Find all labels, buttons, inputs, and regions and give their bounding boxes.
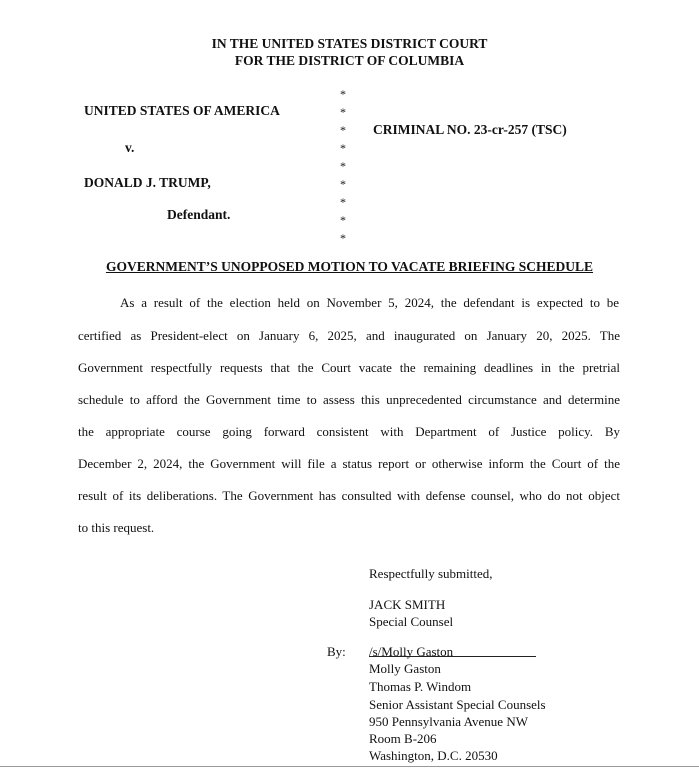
body-line: Government respectfully requests that the Court vacate the remaining deadlines in the pretrial <box>78 360 620 375</box>
caption-star: * <box>340 105 346 119</box>
body-line: As a result of the election held on November 5, 2024, the defendant is expected to be <box>120 295 619 310</box>
court-name: IN THE UNITED STATES DISTRICT COURT <box>211 36 488 51</box>
signer-name: Molly Gaston <box>369 661 441 676</box>
closing: Respectfully submitted, <box>369 566 493 581</box>
body-line: to this request. <box>78 520 155 535</box>
body-line: the appropriate course going forward consistent with Department of Justice policy. By <box>78 424 620 439</box>
caption-star: * <box>340 159 346 173</box>
caption-star: * <box>340 231 346 245</box>
co-signer-name: Thomas P. Windom <box>369 679 472 694</box>
body-line: schedule to afford the Government time to assess this unprecedented circumstance and determine <box>78 392 620 407</box>
caption-star: * <box>340 141 346 155</box>
by-label: By: <box>327 644 346 659</box>
caption-star: * <box>340 213 346 227</box>
motion-title: GOVERNMENT’S UNOPPOSED MOTION TO VACATE BRIEFING SCHEDULE <box>105 259 594 274</box>
signer-title: Senior Assistant Special Counsels <box>369 697 546 712</box>
counsel-title: Special Counsel <box>369 614 454 629</box>
counsel-name: JACK SMITH <box>369 597 446 612</box>
address-room: Room B-206 <box>369 731 437 746</box>
case-number: CRIMINAL NO. 23-cr-257 (TSC) <box>373 122 567 137</box>
address-city: Washington, D.C. 20530 <box>369 748 498 763</box>
caption-star: * <box>340 87 346 101</box>
caption-star: * <box>340 177 346 191</box>
versus-label: v. <box>125 140 135 155</box>
defendant-name: DONALD J. TRUMP, <box>84 175 211 190</box>
address-street: 950 Pennsylvania Avenue NW <box>369 714 528 729</box>
body-line: certified as President-elect on January 6, 2025, and inaugurated on January 20, 2025. The <box>78 328 620 343</box>
signature-line <box>369 656 536 657</box>
caption-star: * <box>340 123 346 137</box>
body-line: December 2, 2024, the Government will file a status report or otherwise inform the Court of the <box>78 456 620 471</box>
defendant-label: Defendant. <box>167 207 231 222</box>
page-bottom-divider <box>0 766 699 767</box>
body-line: result of its deliberations. The Government has consulted with defense counsel, who do not object <box>78 488 620 503</box>
caption-star: * <box>340 195 346 209</box>
plaintiff-name: UNITED STATES OF AMERICA <box>84 103 280 118</box>
court-district: FOR THE DISTRICT OF COLUMBIA <box>234 53 465 68</box>
electronic-signature: /s/Molly Gaston <box>369 644 454 659</box>
